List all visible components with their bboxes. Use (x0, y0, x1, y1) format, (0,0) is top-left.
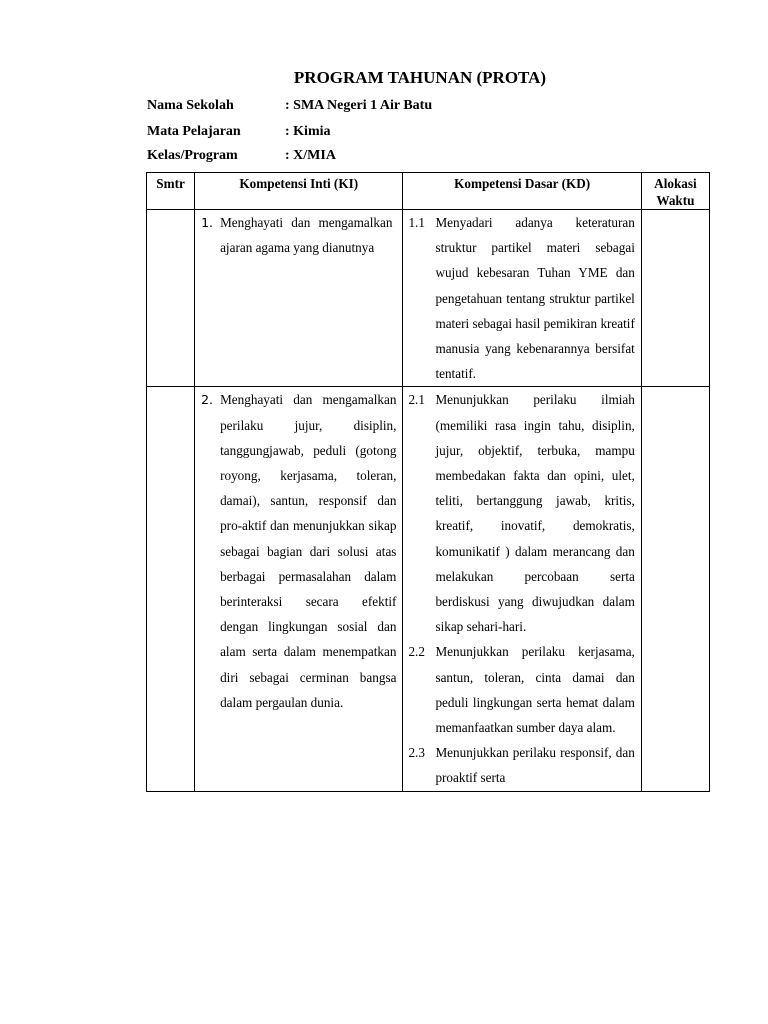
ki-item (195, 387, 402, 715)
meta-row-subject (147, 124, 331, 140)
kd-cell (403, 210, 641, 387)
ki-number: 1. (201, 215, 214, 230)
header-alokasi: Alokasi Waktu (641, 173, 709, 210)
meta-label: Mata Pelajaran (147, 124, 241, 139)
meta-value: : Kimia (285, 124, 331, 139)
table-row (147, 387, 710, 791)
kd-text: Menunjukkan perilaku kerjasama, santun, toleran, cinta damai dan peduli lingkungan serta hemat dalam memanfaatkan sumber daya alam. (435, 644, 635, 736)
kd-text: Menunjukkan perilaku responsif, dan proaktif serta (435, 745, 635, 786)
table-row (147, 210, 710, 387)
kd-number: 2.1 (408, 392, 425, 408)
kd-number: 2.3 (408, 745, 425, 761)
alokasi-cell (641, 387, 709, 791)
ki-item (195, 210, 402, 260)
kd-cell (403, 387, 641, 791)
kd-text: Menunjukkan perilaku ilmiah (memiliki rasa ingin tahu, disiplin, jujur, objektif, terbuka, mampu membedakan fakta dan opini, ulet, teliti, bertanggung jawab, kritis, kreatif, inovatif, demokratis, komunikatif ) dalam merancang dan melakukan percobaan serta berdiskusi yang diwujudkan dalam sikap sehari-hari. (435, 392, 635, 635)
meta-row-class (147, 148, 336, 164)
prota-table (146, 172, 710, 792)
kd-text: Menyadari adanya keteraturan struktur partikel materi sebagai wujud kebesaran Tuhan YME dan pengetahuan tentang struktur partikel materi sebagai hasil pemikiran kreatif manusia yang kebenarannya bersifat tentatif. (435, 215, 635, 382)
smtr-cell (147, 387, 195, 791)
kd-number: 2.2 (408, 644, 425, 660)
meta-label: Kelas/Program (147, 148, 238, 163)
document-title: PROGRAM TAHUNAN (PROTA) (293, 68, 547, 87)
table-header-row (147, 173, 710, 210)
smtr-cell (147, 210, 195, 387)
meta-label: Nama Sekolah (147, 98, 234, 113)
meta-row-school (147, 98, 432, 114)
alokasi-cell (641, 210, 709, 387)
header-smtr: Smtr (147, 173, 195, 210)
ki-cell (195, 210, 403, 387)
ki-text: Menghayati dan mengamalkan perilaku jujur, disiplin, tanggungjawab, peduli (gotong royong, kerjasama, toleran, damai), santun, responsif dan pro-aktif dan menunjukkan sikap sebagai bagian dari solusi atas berbagai permasalahan dalam berinteraksi secara efektif dengan lingkungan sosial dan alam serta dalam menempatkan diri sebagai cerminan bangsa dalam pergaulan dunia. (220, 392, 397, 710)
kd-item (403, 740, 640, 790)
header-ki: Kompetensi Inti (KI) (195, 173, 403, 210)
kd-item (403, 639, 640, 740)
kd-item (403, 210, 640, 386)
meta-value: : X/MIA (285, 148, 336, 163)
ki-number: 2. (201, 392, 214, 408)
ki-cell (195, 387, 403, 791)
meta-value: : SMA Negeri 1 Air Batu (285, 98, 433, 113)
kd-number: 1.1 (408, 215, 425, 230)
kd-item (403, 387, 640, 639)
header-kd: Kompetensi Dasar (KD) (403, 173, 641, 210)
ki-text: Menghayati dan mengamalkan ajaran agama yang dianutnya (220, 215, 393, 256)
